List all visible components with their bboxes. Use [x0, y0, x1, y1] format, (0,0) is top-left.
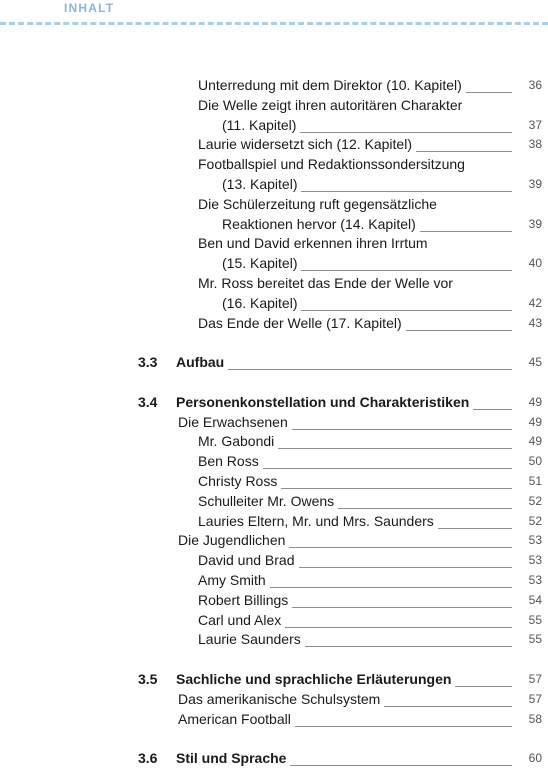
toc-entry-title: [198, 611, 285, 631]
toc-page-number: 54: [528, 592, 542, 607]
toc-entry[interactable]: [0, 155, 548, 175]
toc-page-number: 38: [528, 137, 542, 152]
toc-entry-title: [198, 155, 469, 175]
toc-gap: [0, 373, 548, 393]
toc-entry-label: Mr. Ross bereitet das Ende der Welle vor: [198, 274, 453, 291]
toc-entry-title: [198, 452, 263, 472]
toc-entry[interactable]: [0, 630, 548, 650]
toc-entry[interactable]: [0, 135, 548, 155]
toc-page-number: 39: [528, 176, 542, 191]
toc-entry-label: (15. Kapitel): [222, 255, 298, 272]
toc-entry[interactable]: [0, 215, 548, 235]
page-header: [0, 0, 548, 40]
toc-page-number: 53: [528, 553, 542, 568]
toc-section-number: 3.6: [138, 750, 158, 767]
toc-section-entry[interactable]: [0, 670, 548, 690]
toc-entry-label: Die Jugendlichen: [178, 532, 286, 549]
toc-page-number: 58: [528, 711, 542, 726]
toc-page-number: 52: [528, 493, 542, 508]
toc-entry-label: Lauries Eltern, Mr. und Mrs. Saunders: [198, 512, 434, 529]
toc-page-number: 57: [528, 671, 542, 686]
toc-entry-label: Aufbau: [176, 354, 225, 371]
toc-entry-label: Robert Billings: [198, 591, 289, 608]
toc-page-number: 36: [528, 78, 542, 92]
toc-entry[interactable]: [0, 571, 548, 591]
toc-subsection-entry[interactable]: [0, 531, 548, 551]
toc-entry-title: [198, 512, 438, 532]
toc-entry-title: [198, 551, 299, 571]
toc-entry-title: [198, 314, 406, 334]
toc-entry-label: Amy Smith: [198, 571, 266, 588]
toc-entry-label: (16. Kapitel): [222, 294, 298, 311]
toc-entry-label: Die Schülerzeitung ruft gegensätzliche: [198, 195, 437, 212]
toc-page-number: 53: [528, 533, 542, 548]
toc-section-number: 3.5: [138, 670, 158, 687]
toc-entry-title: [198, 472, 281, 492]
toc-entry[interactable]: [0, 611, 548, 631]
toc-entry-label: Ben Ross: [198, 453, 259, 470]
toc-entry-label: Schulleiter Mr. Owens: [198, 492, 335, 509]
toc-entry-label: Laurie Saunders: [198, 631, 301, 648]
toc-page-number: 51: [528, 473, 542, 488]
toc-entry-label: American Football: [178, 710, 291, 727]
toc-page-number: 60: [528, 751, 542, 766]
toc-entry-title: [222, 294, 301, 314]
toc-entry[interactable]: [0, 175, 548, 195]
toc-entry-title: [198, 591, 292, 611]
toc-gap: [0, 333, 548, 353]
toc-entry[interactable]: [0, 254, 548, 274]
toc-entry-label: David und Brad: [198, 552, 295, 569]
toc-entry-label: (13. Kapitel): [222, 175, 298, 192]
toc-entry-label: Laurie widersetzt sich (12. Kapitel): [198, 136, 412, 153]
toc-entry-title: [198, 76, 466, 96]
toc-section-number: 3.3: [138, 354, 158, 371]
toc-subsection-entry[interactable]: [0, 690, 548, 710]
toc-page-number: 50: [528, 454, 542, 469]
toc-entry[interactable]: [0, 472, 548, 492]
toc-section-entry[interactable]: [0, 393, 548, 413]
toc-page-number: 37: [528, 117, 542, 132]
toc-entry-title: [138, 670, 455, 690]
toc-page-number: 49: [528, 394, 542, 409]
toc-entry-label: Die Welle zeigt ihren autoritären Charakter: [198, 96, 463, 113]
toc-entry-label: Carl und Alex: [198, 611, 282, 628]
toc-entry-title: [198, 234, 432, 254]
toc-entry-label: Das Ende der Welle (17. Kapitel): [198, 314, 402, 331]
toc-entry-title: [222, 175, 301, 195]
toc-entry[interactable]: [0, 234, 548, 254]
toc-entry-title: [138, 393, 473, 413]
toc-page-number: 40: [528, 256, 542, 271]
toc-entry-title: [178, 531, 289, 551]
toc-entry-title: [198, 492, 338, 512]
toc-page-number: 52: [528, 513, 542, 528]
toc-entry[interactable]: [0, 116, 548, 136]
toc-entry[interactable]: [0, 314, 548, 334]
toc-entry-label: Das amerikanische Schulsystem: [178, 690, 381, 707]
toc-entry-title: [198, 195, 441, 215]
toc-entry-label: Personenkonstellation und Charakteristiken: [176, 393, 470, 410]
toc-entry[interactable]: [0, 591, 548, 611]
toc-page-number: 43: [528, 315, 542, 330]
header-title: INHALT: [64, 1, 115, 15]
toc-entry-title: [222, 116, 300, 136]
header-dashed-rule: [0, 22, 548, 25]
table-of-contents: [0, 76, 548, 769]
toc-entry-title: [138, 353, 228, 373]
toc-entry-label: Mr. Gabondi: [198, 433, 275, 450]
toc-section-entry[interactable]: [0, 749, 548, 769]
toc-page-number: 57: [528, 691, 542, 706]
toc-entry-title: [222, 254, 301, 274]
toc-entry[interactable]: [0, 274, 548, 294]
toc-page-number: 42: [528, 295, 542, 310]
toc-entry-label: Ben und David erkennen ihren Irrtum: [198, 235, 428, 252]
toc-page-number: 55: [528, 632, 542, 647]
toc-subsection-entry[interactable]: [0, 413, 548, 433]
toc-entry-title: [178, 690, 384, 710]
toc-gap: [0, 729, 548, 749]
toc-entry-title: [178, 710, 295, 730]
toc-entry[interactable]: [0, 294, 548, 314]
toc-section-entry[interactable]: [0, 353, 548, 373]
toc-entry-label: Footballspiel und Redaktionssondersitzung: [198, 156, 465, 173]
toc-entry[interactable]: [0, 452, 548, 472]
toc-section-number: 3.4: [138, 393, 158, 410]
toc-entry[interactable]: [0, 432, 548, 452]
toc-entry[interactable]: [0, 96, 548, 116]
toc-entry-title: [198, 135, 416, 155]
toc-entry-title: [198, 274, 457, 294]
toc-entry-label: Christy Ross: [198, 472, 278, 489]
toc-page-number: 49: [528, 434, 542, 449]
toc-entry-title: [222, 215, 420, 235]
toc-page-number: 53: [528, 572, 542, 587]
toc-entry[interactable]: [0, 76, 548, 96]
toc-entry-title: [198, 630, 305, 650]
toc-entry-title: [198, 432, 278, 452]
toc-page-number: 49: [528, 414, 542, 429]
toc-entry[interactable]: [0, 195, 548, 215]
toc-entry-label: Stil und Sprache: [176, 750, 287, 767]
toc-page-number: 45: [528, 355, 542, 370]
toc-page-number: 39: [528, 216, 542, 231]
toc-entry-label: Sachliche und sprachliche Erläuterungen: [176, 670, 452, 687]
toc-entry-label: (11. Kapitel): [222, 116, 297, 133]
toc-page-number: 55: [528, 612, 542, 627]
toc-entry-label: Die Erwachsenen: [178, 413, 288, 430]
toc-entry[interactable]: [0, 512, 548, 532]
toc-entry-title: [198, 571, 270, 591]
toc-entry-label: Reaktionen hervor (14. Kapitel): [222, 215, 416, 232]
toc-entry[interactable]: [0, 551, 548, 571]
toc-gap: [0, 650, 548, 670]
toc-entry[interactable]: [0, 492, 548, 512]
toc-subsection-entry[interactable]: [0, 710, 548, 730]
toc-entry-title: [198, 96, 466, 116]
toc-entry-label: Unterredung mit dem Direktor (10. Kapitel): [198, 77, 462, 93]
toc-entry-title: [138, 749, 290, 769]
toc-entry-title: [178, 413, 292, 433]
